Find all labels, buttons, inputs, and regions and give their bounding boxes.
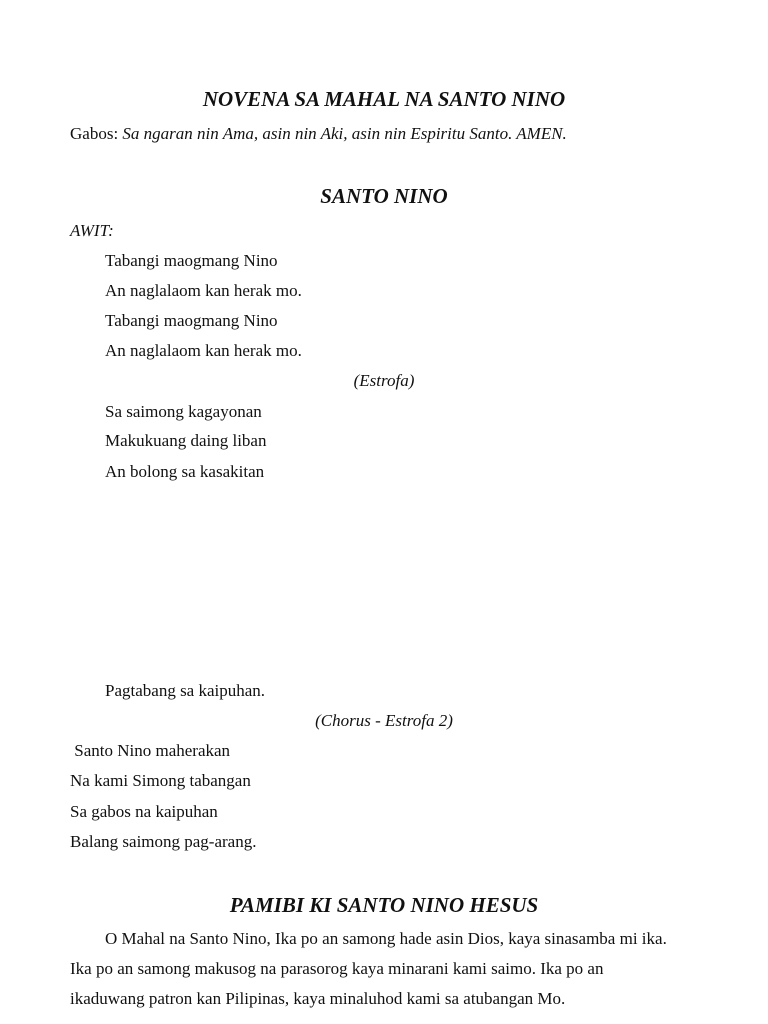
chorus-line: Na kami Simong tabangan [70, 771, 251, 790]
gabos-text: Sa ngaran nin Ama, asin nin Aki, asin nin Espiritu Santo. AMEN. [122, 124, 567, 143]
chorus-line: Balang saimong pag-arang. [70, 832, 257, 851]
paragraph-line: ikaduwang patron kan Pilipinas, kaya minaluhod kami sa atubangan Mo. [70, 989, 566, 1008]
verse-line: Tabangi maogmang Nino [105, 311, 278, 330]
chorus-line: Sa gabos na kaipuhan [70, 802, 218, 821]
verse-line: An bolong sa kasakitan [105, 462, 265, 481]
gabos-line [70, 124, 567, 144]
section-heading-santo-nino: SANTO NINO [320, 184, 448, 208]
verse-line: Tabangi maogmang Nino [105, 251, 278, 270]
verse-line: Makukuang daing liban [105, 431, 267, 450]
verse-line: Pagtabang sa kaipuhan. [105, 681, 266, 700]
awit-label: AWIT: [70, 221, 114, 240]
section-heading-pamibi: PAMIBI KI SANTO NINO HESUS [229, 893, 539, 917]
main-title: NOVENA SA MAHAL NA SANTO NINO [202, 87, 566, 111]
chorus-line: Santo Nino maherakan [70, 741, 231, 760]
verse-line: An naglalaom kan herak mo. [105, 281, 302, 300]
estrofa-label: (Estrofa) [353, 371, 415, 390]
verse-line: An naglalaom kan herak mo. [105, 341, 302, 360]
verse-line: Sa saimong kagayonan [105, 402, 262, 421]
paragraph-line: O Mahal na Santo Nino, Ika po an samong hade asin Dios, kaya sinasamba mi ika. [105, 929, 667, 948]
paragraph-line: Ika po an samong makusog na parasorog kaya minarani kami saimo. Ika po an [70, 959, 604, 978]
chorus-label: (Chorus - Estrofa 2) [315, 711, 453, 730]
gabos-label: Gabos: [70, 124, 123, 143]
